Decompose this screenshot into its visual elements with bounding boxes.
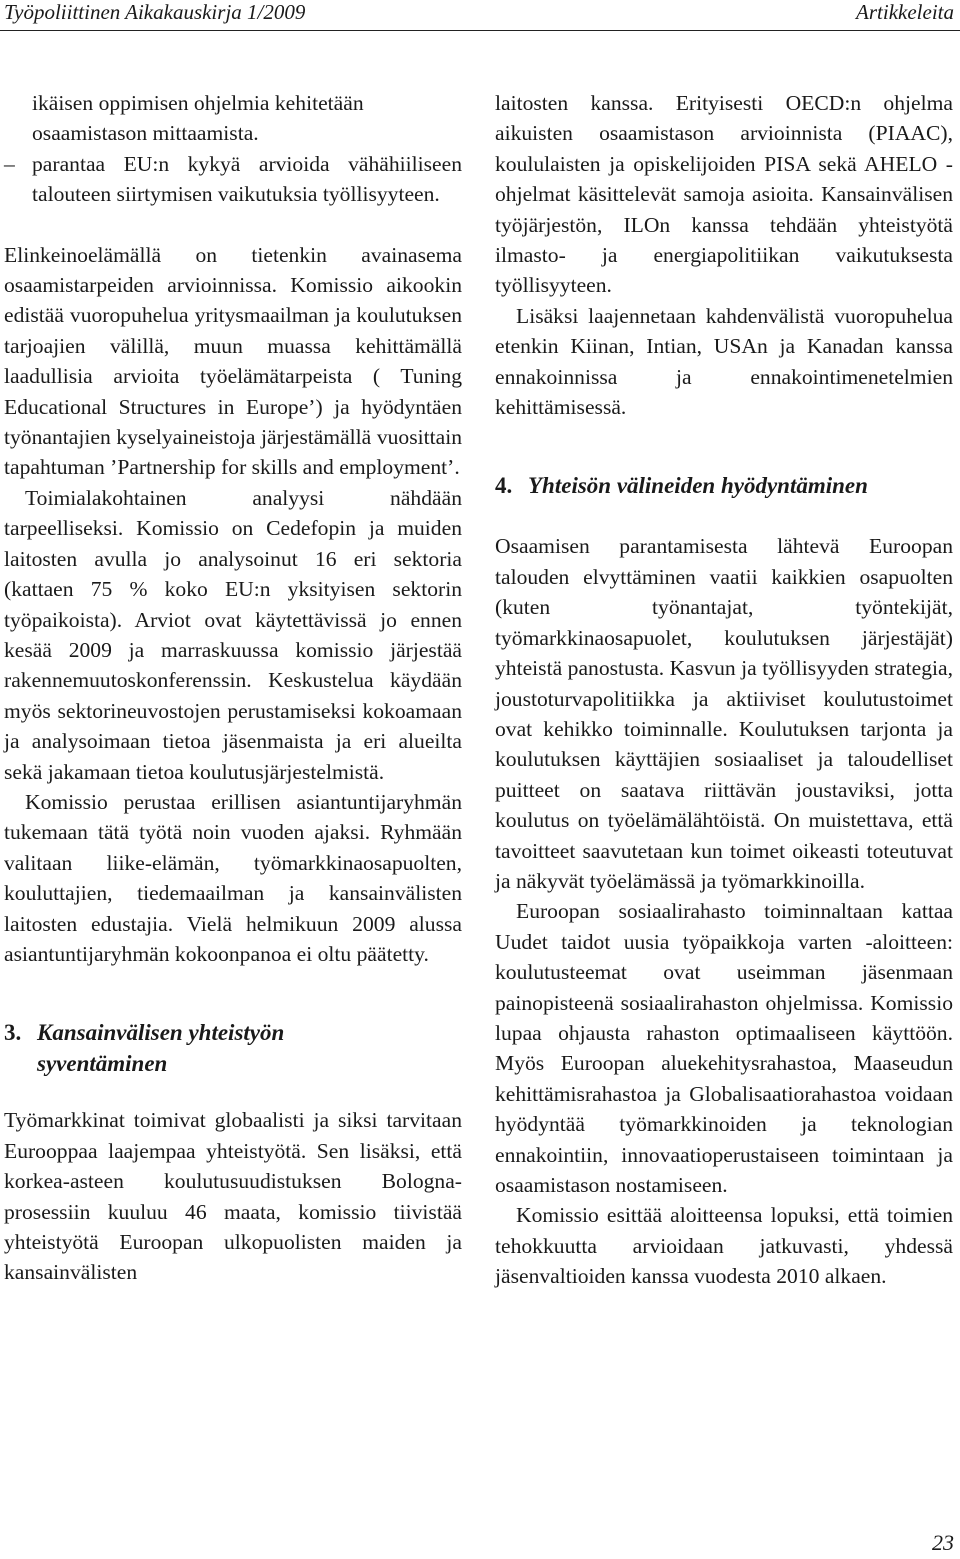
dash-list-item (4, 149, 462, 210)
running-header (0, 0, 960, 31)
heading-text: Yhteisön välineiden hyödyntäminen (528, 473, 868, 499)
page-number: 23 (932, 1530, 954, 1555)
right-column (495, 88, 953, 1292)
heading-text: syventäminen (37, 1051, 168, 1077)
dash-item-text: parantaa EU:n kykyä arvioida vähähiiliseen talouteen siirtymisen vaikutuksia työllisyyteen. (32, 151, 462, 207)
paragraph: Elinkeinoelämällä on tietenkin avainasema osaamistarpeiden arvioinnissa. Komissio aikookin edistää vuoropuhelua yritysmaailman ja koulutuksen tarjoajien välillä, muun muassa kehittämällä laadullisia arvioita työelämätarpeista ( Tuning Educational Structures in Europe’) ja hyödyntäen työnantajien kyselyaineistoja järjestämällä vuosittain tapahtuman ’Partnership for skills and employment’. (4, 242, 462, 480)
journal-title: Työpoliittinen Aikakauskirja 1/2009 (4, 0, 306, 24)
continued-line: ikäisen oppimisen ohjelmia kehitetään (32, 91, 364, 115)
section-heading-4 (495, 470, 953, 501)
paragraph: laitosten kanssa. Erityisesti OECD:n ohjelma aikuisten osaamistason arvioinnista (PIAAC), koululaisten ja opiskelijoiden PISA sekä AHELO -ohjelmat käsittelevät samoja asioita. Kansainvälisen työjärjestön, ILOn kanssa tehdään yhteistyötä ilmasto- ja energiapolitiikan vaikutuksesta työllisyyteen. (495, 91, 953, 298)
dash-marker: – (4, 151, 15, 176)
section-heading-3 (4, 1017, 462, 1079)
paragraph: Osaamisen parantamisesta lähtevä Euroopan talouden elvyttäminen vaatii kaikkien osapuolten (kuten työnantajat, työntekijät, työmarkkinaosapuolet, koulutuksen järjestäjät) yhteistä panostusta. Kasvun ja työllisyyden strategia, joustoturvapolitiikka ja aktiiviset koulutustoimet ovat kehikko toiminnalle. Koulutuksen tarjonta ja koulutuksen käyttäjien sosiaaliset ja taloudelliset puitteet on saatava riittävän joustaviksi, jotta koulutus on työelämälähtöistä. On muistettava, että tavoitteet saavutetaan kun toimet oikeasti toteutuvat ja näkyvät työelämässä ja työmarkkinoilla. (495, 534, 953, 893)
heading-text: Kansainvälisen yhteistyön (37, 1020, 285, 1046)
paragraph: Lisäksi laajennetaan kahdenvälistä vuoropuhelua etenkin Kiinan, Intian, USAn ja Kanadan kanssa ennakoinnissa ja ennakointimenetelmien kehittämisessä. (495, 303, 953, 420)
section-title: Artikkeleita (856, 0, 954, 24)
paragraph: Toimialakohtainen analyysi nähdään tarpeelliseksi. Komissio on Cedefopin ja muiden laitosten avulla jo analysoinut 16 eri sektoria (kattaen 75 % koko EU:n yksityisen sektorin työpaikoista). Arviot ovat käytettävissä jo ennen kesää 2009 ja marraskuussa komissio järjestää rakennemuutoskonferenssin. Keskustelua käydään myös sektorineuvostojen perustamiseksi kokoamaan ja analysoimaan tietoa jäsenmaista ja eri alueilta sekä jakamaan tietoa koulutusjärjestelmistä. (4, 485, 462, 784)
paragraph: Työmarkkinat toimivat globaalisti ja siksi tarvitaan Eurooppaa laajempaa yhteistyötä. Sen lisäksi, että korkea-asteen koulutusuudistuksen Bologna-prosessiin kuuluu 46 maata, komissio tiivistää yhteistyötä Euroopan ulkopuolisten maiden ja kansainvälisten (4, 1108, 462, 1285)
continued-line: osaamistason mittaamista. (32, 121, 259, 146)
paragraph: Euroopan sosiaalirahasto toiminnaltaan kattaa Uudet taidot uusia työpaikkoja varten -aloitteen: koulutusteemat ovat useimman jäsenmaan painopisteenä sosiaalirahaston ohjelmissa. Komissio lupaa ohjausta rahaston optimaaliseen käyttöön. Myös Euroopan aluekehitysrahastoa, Maaseudun kehittämisrahastoa ja Globalisaatiorahastoa voidaan hyödyntää työmarkkinoiden ja teknologian ennakointiin, innovaatioperustaiseen toimintaan ja osaamistason nostamiseen. (495, 899, 953, 1197)
paragraph: Komissio perustaa erillisen asiantuntijaryhmän tukemaan tätä työtä noin vuoden ajaksi. Ryhmään valitaan liike-elämän, työmarkkinaosapuolten, kouluttajien, tiedemaailman ja kansainvälisten laitosten edustajia. Vielä helmikuun 2009 alussa asiantuntijaryhmän kokoonpanoa ei oltu päätetty. (4, 789, 462, 966)
paragraph: Komissio esittää aloitteensa lopuksi, että toimien tehokkuutta arvioidaan jatkuvasti, yhdessä jäsenvaltioiden kanssa vuodesta 2010 alkaen. (495, 1203, 953, 1289)
heading-number: 3. (4, 1020, 22, 1046)
left-column (4, 88, 462, 1288)
heading-number: 4. (495, 473, 513, 499)
